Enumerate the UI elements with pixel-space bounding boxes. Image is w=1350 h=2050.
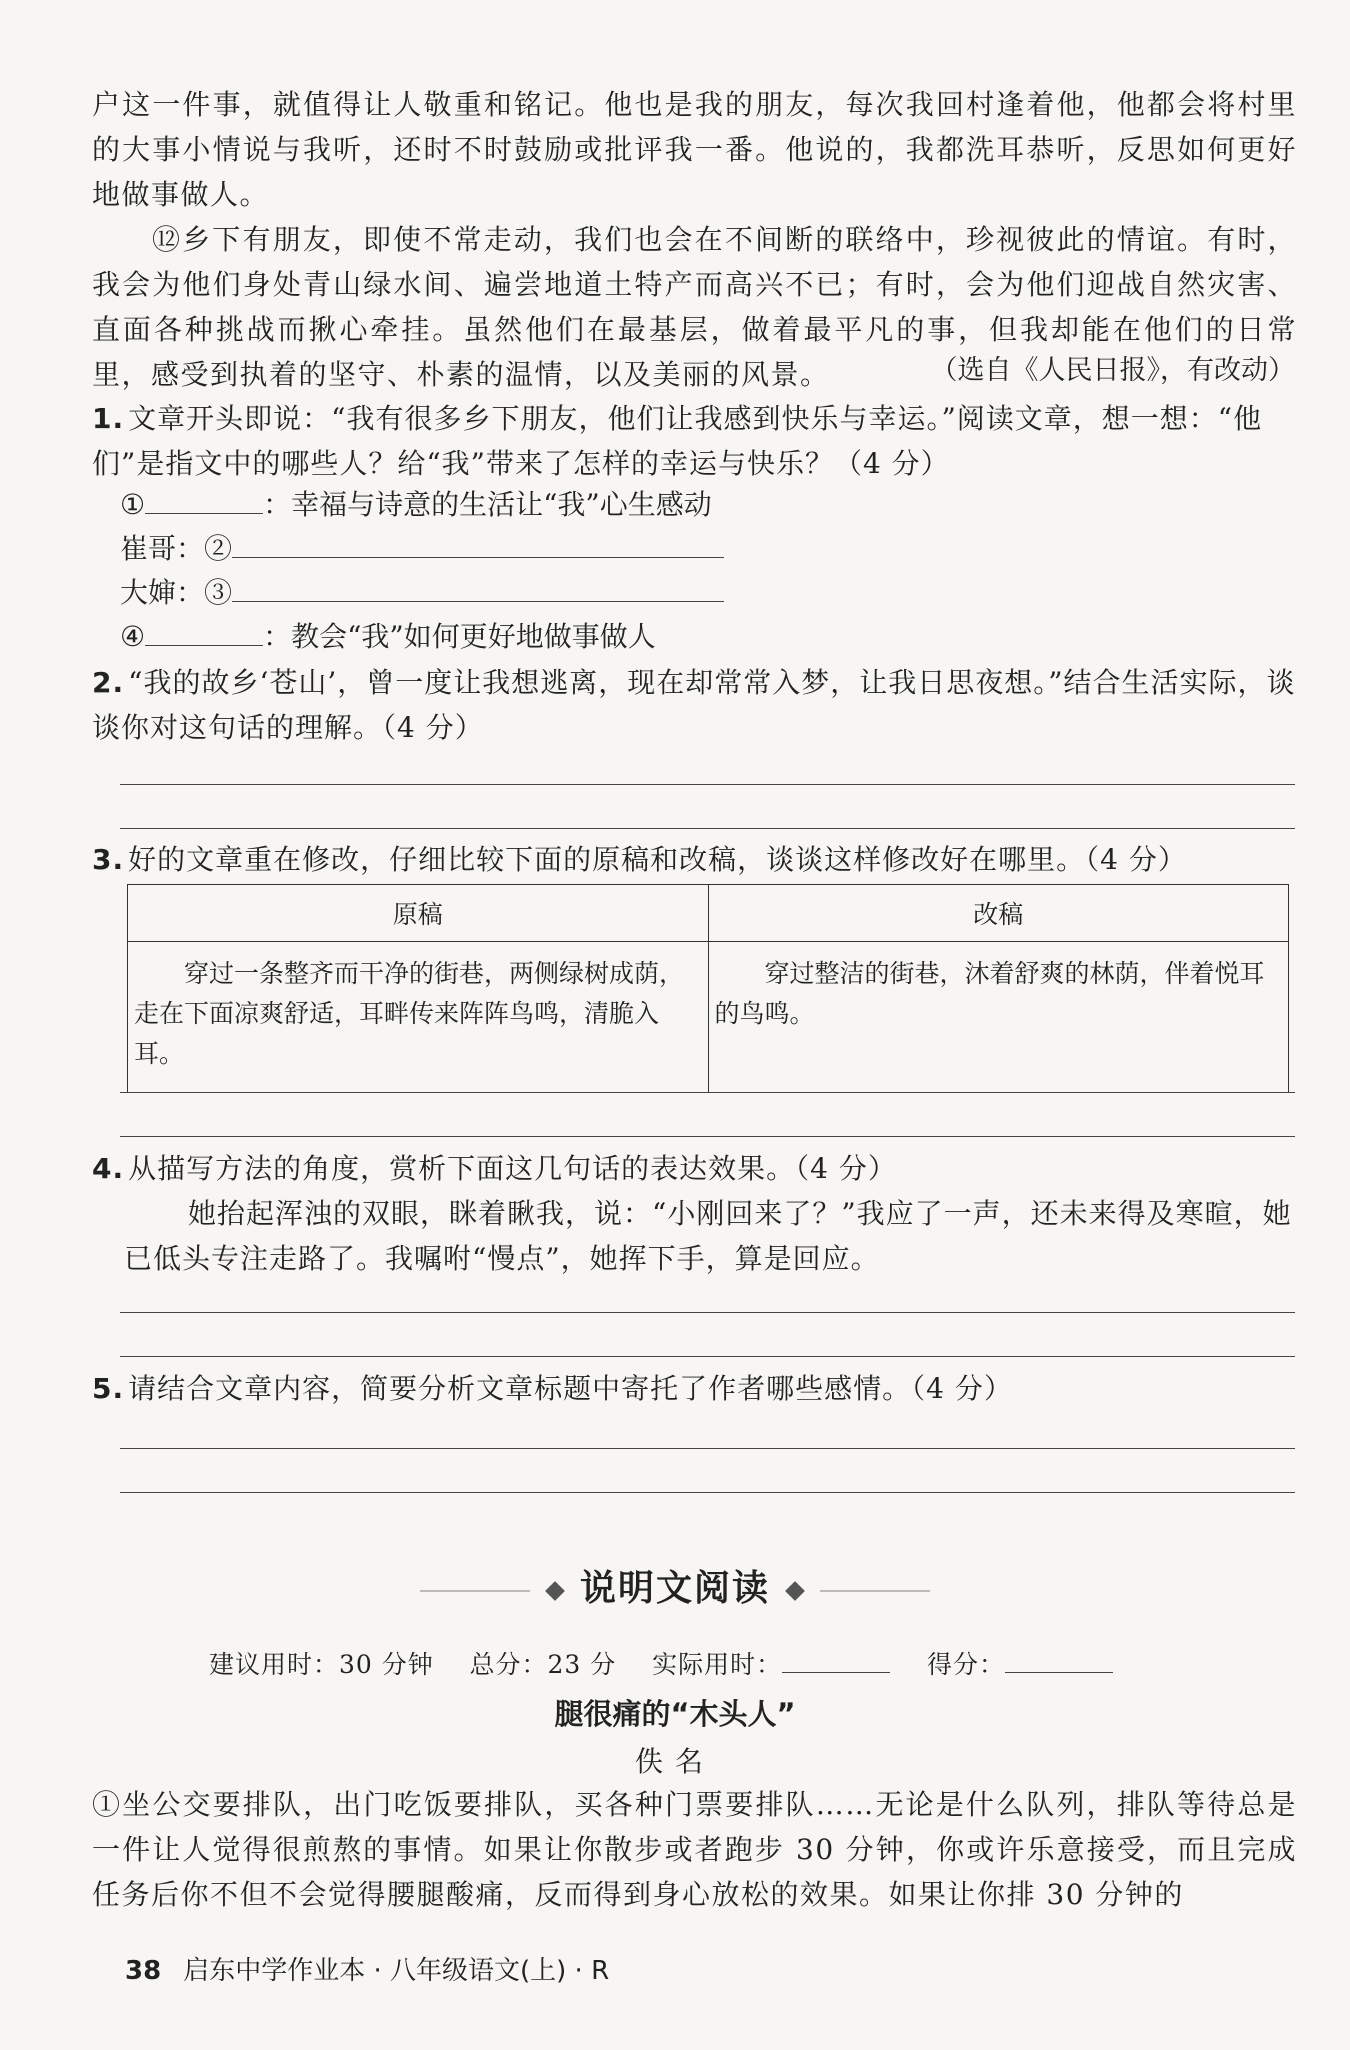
section-title: 说明文阅读 bbox=[0, 1560, 1350, 1611]
book-title: 启东中学作业本 · 八年级语文(上) · R bbox=[183, 1956, 610, 1986]
answer-blank[interactable] bbox=[232, 571, 724, 602]
passage-paragraph-11-end: 户这一件事，就值得让人敬重和铭记。他也是我的朋友，每次我回村逢着他，他都会将村里的大事小情说与我听，还时不时鼓励或批评我一番。他说的，我都洗耳恭听，反思如何更好地做事做人。 bbox=[92, 88, 1297, 211]
title-rule-right bbox=[820, 1590, 930, 1592]
passage-paragraph-12: ⑫乡下有朋友，即使不常走动，我们也会在不间断的联络中，珍视彼此的情谊。有时，我会为他们身处青山绿水间、遍尝地道土特产而高兴不已；有时，会为他们迎战自然灾害、直面各种挑战而揪心牵挂。虽然他们在最基层，做着最平凡的事，但我却能在他们的日常里，感受到执着的坚守、朴素的温情，以及美丽的风景。 bbox=[92, 223, 1297, 391]
question-number: 4. bbox=[92, 1152, 125, 1185]
original-text: 穿过一条整齐而干净的街巷，两侧绿树成荫，走在下面凉爽舒适，耳畔传来阵阵鸟鸣，清脆入耳。 bbox=[128, 942, 709, 1093]
question-number: 1. bbox=[92, 402, 125, 435]
article-paragraph-1: ①坐公交要排队，出门吃饭要排队，买各种门票要排队……无论是什么队列，排队等待总是一件让人觉得很煎熬的事情。如果让你散步或者跑步 30 分钟，你或许乐意接受，而且完成任务后你不但不会觉得腰腿酸痛，反而得到身心放松的效果。如果让你排 30 分钟的 bbox=[92, 1788, 1297, 1911]
diamond-icon bbox=[545, 1581, 565, 1601]
answer-line[interactable] bbox=[120, 1092, 1295, 1093]
question-number: 2. bbox=[92, 666, 125, 699]
q1-item-4: ④ ：教会“我”如何更好地做事做人 bbox=[120, 615, 656, 659]
answer-line[interactable] bbox=[120, 1492, 1295, 1493]
actual-time-label: 实际用时： bbox=[652, 1650, 783, 1679]
suggested-time: 建议用时：30 分钟 bbox=[208, 1650, 434, 1679]
passage-continuation bbox=[92, 82, 1297, 397]
page-number: 38 bbox=[125, 1956, 162, 1986]
question-quote: 她抬起浑浊的双眼，眯着瞅我，说：“小刚回来了？”我应了一声，还未来得及寒暄，她已低头专注走路了。我嘱咐“慢点”，她挥下手，算是回应。 bbox=[124, 1197, 1292, 1275]
article-author: 佚名 bbox=[634, 1745, 715, 1778]
title-rule-left bbox=[420, 1590, 530, 1592]
comparison-table bbox=[127, 884, 1289, 1093]
question-text: 请结合文章内容，简要分析文章标题中寄托了作者哪些感情。（4 分） bbox=[128, 1372, 1013, 1405]
diamond-icon bbox=[785, 1581, 805, 1601]
score-blank[interactable] bbox=[1005, 1646, 1113, 1673]
answer-line[interactable] bbox=[120, 828, 1295, 829]
actual-time-blank[interactable] bbox=[782, 1646, 890, 1673]
page-footer bbox=[125, 1950, 609, 1987]
answer-line[interactable] bbox=[120, 784, 1295, 785]
q1-item-3: 大婶：③ bbox=[120, 571, 724, 615]
answer-blank[interactable] bbox=[232, 527, 724, 558]
question-text: “我的故乡‘苍山’，曾一度让我想逃离，现在却常常入梦，让我日思夜想。”结合生活实际，谈谈你对这句话的理解。（4 分） bbox=[92, 666, 1296, 744]
question-number: 3. bbox=[92, 843, 125, 876]
header-revised: 改稿 bbox=[708, 885, 1289, 942]
question-4 bbox=[92, 1146, 1297, 1281]
section-meta bbox=[0, 1645, 1350, 1681]
total-score: 总分：23 分 bbox=[469, 1650, 617, 1679]
question-1 bbox=[92, 396, 1297, 486]
question-number: 5. bbox=[92, 1372, 125, 1405]
article-title: 腿很痛的“木头人” bbox=[554, 1697, 796, 1731]
score-label: 得分： bbox=[927, 1650, 1006, 1679]
answer-line[interactable] bbox=[120, 1312, 1295, 1313]
question-text: 文章开头即说：“我有很多乡下朋友，他们让我感到快乐与幸运。”阅读文章，想一想：“他们”是指文中的哪些人？给“我”带来了怎样的幸运与快乐？（4 分） bbox=[92, 402, 1263, 480]
article-body bbox=[92, 1782, 1297, 1917]
question-text: 从描写方法的角度，赏析下面这几句话的表达效果。（4 分） bbox=[128, 1152, 897, 1185]
answer-blank[interactable] bbox=[145, 483, 263, 514]
answer-line[interactable] bbox=[120, 1356, 1295, 1357]
question-2 bbox=[92, 660, 1297, 750]
header-original: 原稿 bbox=[128, 885, 709, 942]
answer-line[interactable] bbox=[120, 1136, 1295, 1137]
question-text: 好的文章重在修改，仔细比较下面的原稿和改稿，谈谈这样修改好在哪里。（4 分） bbox=[128, 843, 1187, 876]
q1-item-2: 崔哥：② bbox=[120, 527, 724, 571]
question-3 bbox=[92, 837, 1297, 882]
question-5 bbox=[92, 1366, 1297, 1411]
answer-line[interactable] bbox=[120, 1448, 1295, 1449]
revised-text: 穿过整洁的街巷，沐着舒爽的林荫，伴着悦耳的鸟鸣。 bbox=[708, 942, 1289, 1093]
q1-item-1: ① ：幸福与诗意的生活让“我”心生感动 bbox=[120, 483, 712, 527]
passage-source: （选自《人民日报》，有改动） bbox=[930, 355, 1295, 386]
answer-blank[interactable] bbox=[145, 615, 263, 646]
